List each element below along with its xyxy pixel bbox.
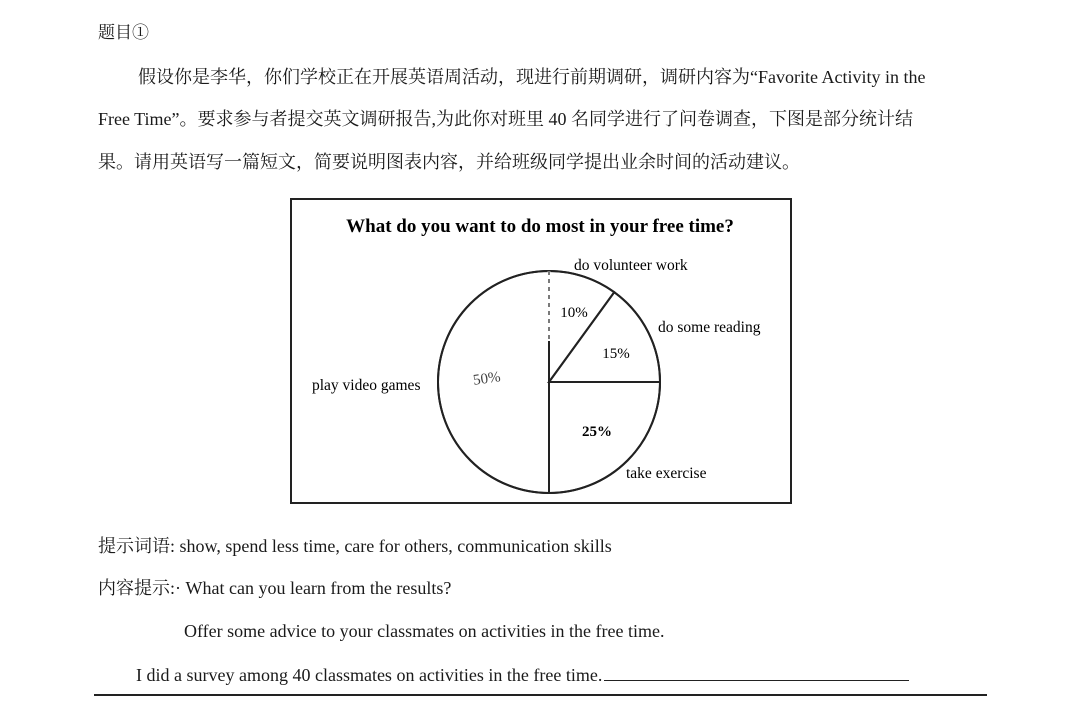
prompt-line-1: 假设你是李华，你们学校正在开展英语周活动，现进行前期调研，调研内容为“Favorite Activity in the (138, 67, 926, 87)
content-hint-1: 内容提示:· What can you learn from the results? (98, 578, 452, 598)
prompt-line-2: Free Time”。要求参与者提交英文调研报告,为此你对班里 40 名同学进行了问卷调查，下图是部分统计结 (98, 109, 913, 129)
answer-blank[interactable] (604, 662, 909, 681)
starter-sentence (136, 662, 909, 686)
value-label-reading: 15% (602, 346, 630, 362)
pie-chart-frame (290, 198, 792, 504)
prompt-line-3: 果。请用英语写一篇短文，简要说明图表内容，并给班级同学提出业余时间的活动建议。 (98, 152, 800, 172)
category-label-reading: do some reading (658, 319, 761, 336)
bottom-rule (94, 694, 987, 696)
value-label-volunteer-work: 10% (560, 305, 588, 321)
category-label-volunteer-work: do volunteer work (574, 257, 688, 274)
category-label-video-games: play video games (312, 377, 421, 394)
pie-chart (292, 200, 790, 502)
category-label-exercise: take exercise (626, 465, 707, 482)
chart-title: What do you want to do most in your free time? (346, 216, 734, 237)
starter-text: I did a survey among 40 classmates on activities in the free time. (136, 665, 603, 685)
pie-group (312, 257, 761, 493)
content-hint-2: Offer some advice to your classmates on activities in the free time. (184, 621, 665, 641)
hint-words: 提示词语: show, spend less time, care for others, communication skills (98, 536, 612, 556)
value-label-video-games: 50% (472, 369, 502, 389)
value-label-exercise: 25% (582, 424, 612, 440)
question-title: 题目① (98, 23, 149, 43)
